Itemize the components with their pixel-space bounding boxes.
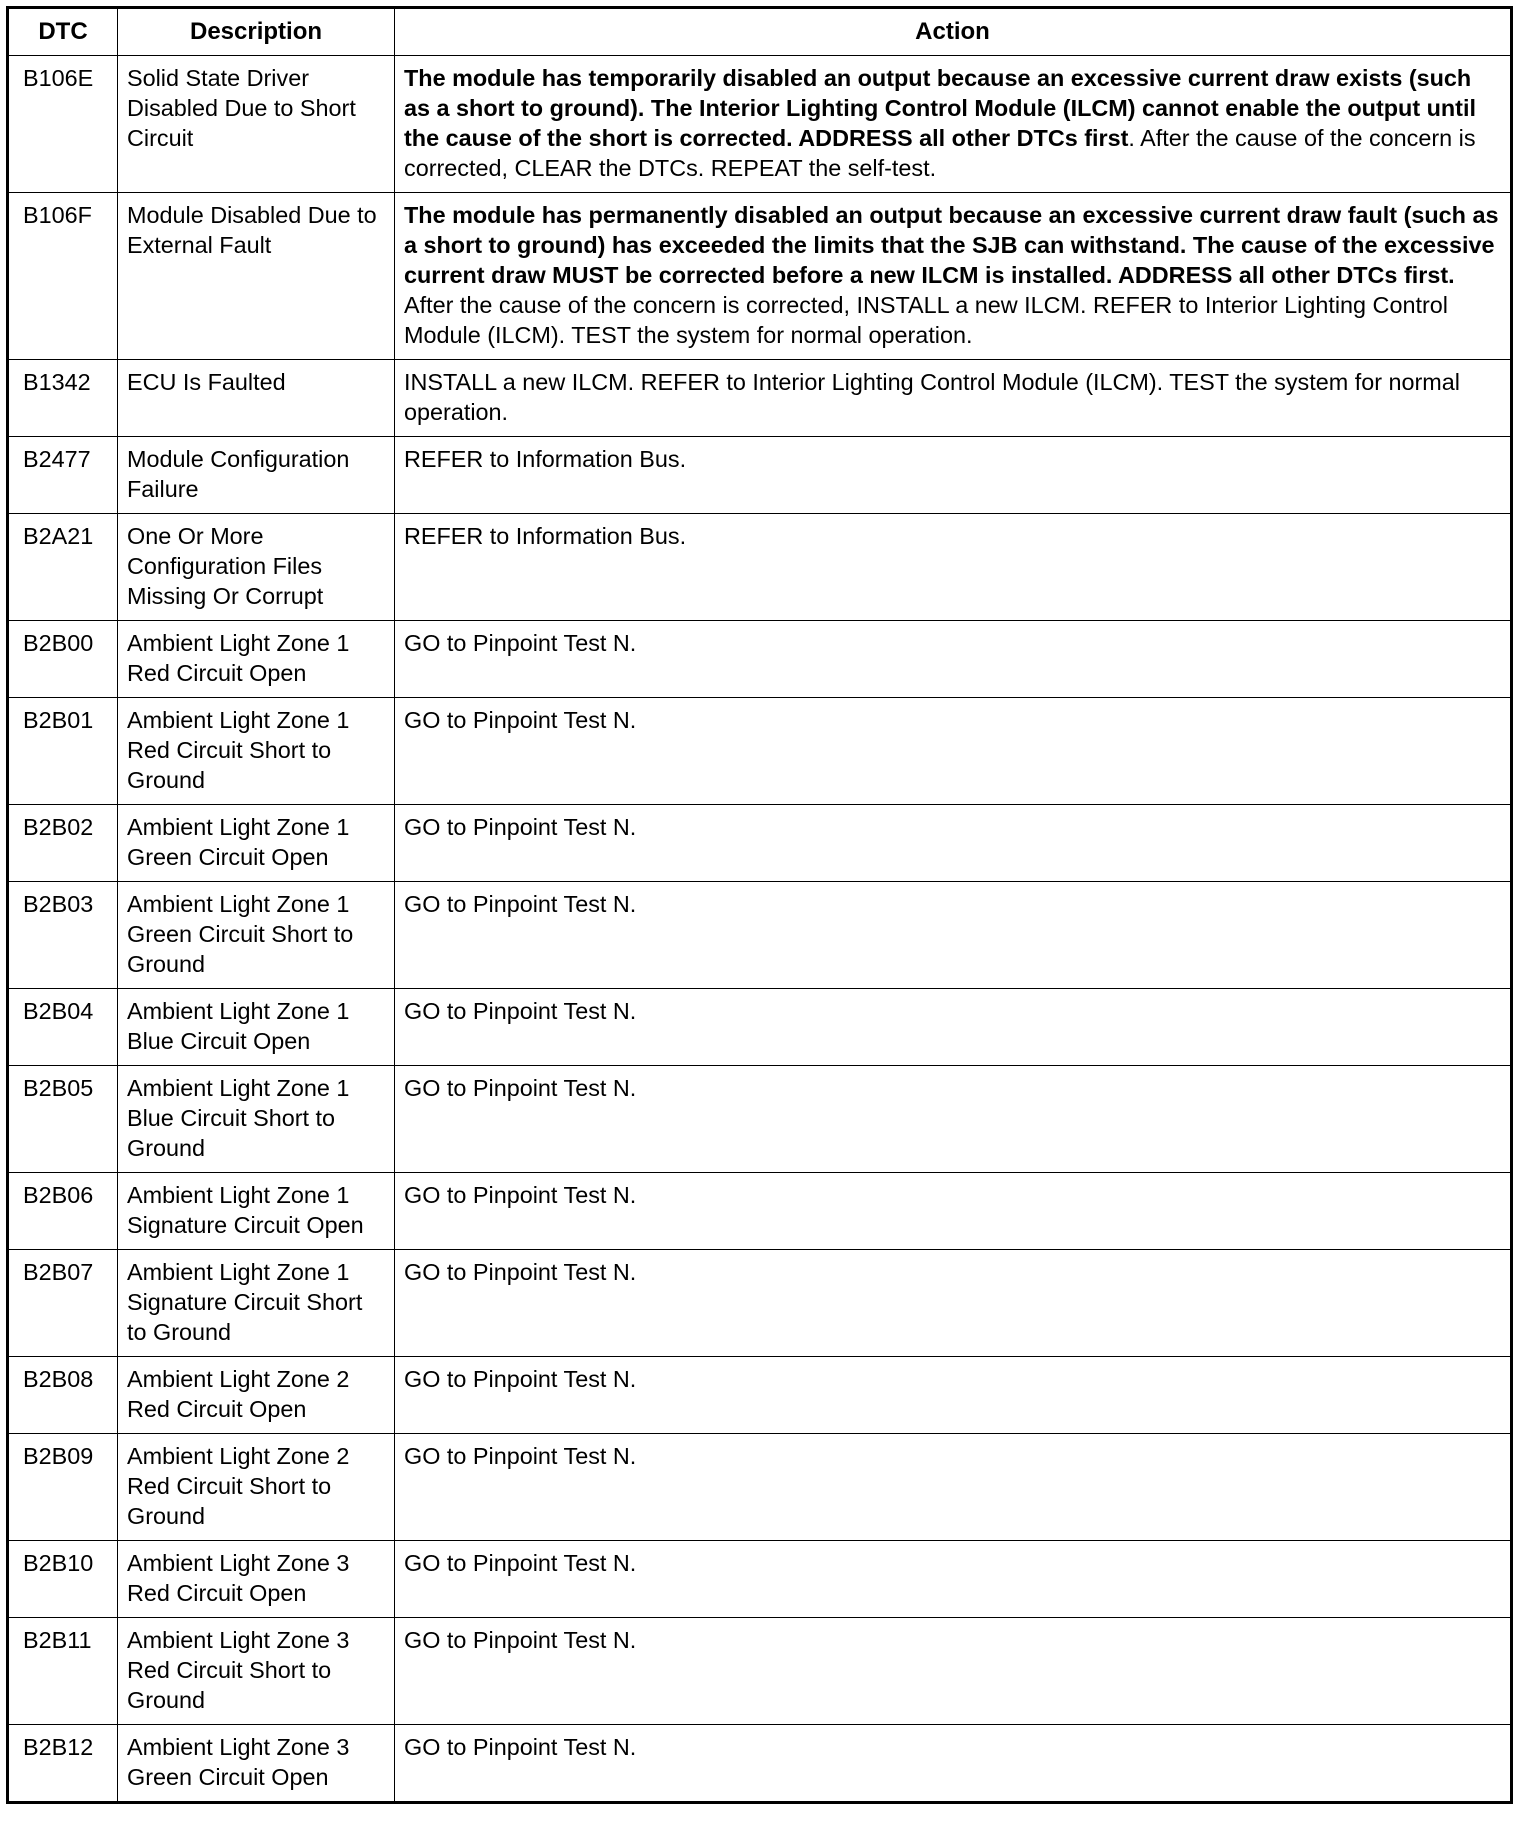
dtc-code: B2B04 (8, 989, 118, 1066)
dtc-code: B2B05 (8, 1066, 118, 1173)
dtc-description: Ambient Light Zone 1 Signature Circuit Open (118, 1173, 395, 1250)
dtc-code: B2B09 (8, 1434, 118, 1541)
dtc-description: Ambient Light Zone 2 Red Circuit Open (118, 1357, 395, 1434)
header-action: Action (395, 8, 1512, 56)
table-row (8, 1173, 1512, 1250)
table-row (8, 193, 1512, 360)
table-row (8, 621, 1512, 698)
dtc-description: Ambient Light Zone 3 Green Circuit Open (118, 1725, 395, 1803)
dtc-action (395, 989, 1512, 1066)
dtc-action (395, 805, 1512, 882)
action-text: GO to Pinpoint Test N. (404, 1443, 637, 1469)
action-text: GO to Pinpoint Test N. (404, 1550, 637, 1576)
dtc-code: B2B03 (8, 882, 118, 989)
table-row (8, 1725, 1512, 1803)
dtc-action (395, 621, 1512, 698)
action-text: REFER to Information Bus. (404, 523, 687, 549)
dtc-action (395, 437, 1512, 514)
dtc-description: Ambient Light Zone 1 Red Circuit Short to Ground (118, 698, 395, 805)
dtc-action (395, 1250, 1512, 1357)
dtc-action (395, 1357, 1512, 1434)
action-text: GO to Pinpoint Test N. (404, 1627, 637, 1653)
dtc-description: One Or More Configuration Files Missing Or Corrupt (118, 514, 395, 621)
action-text: . After the cause of the concern is corrected, CLEAR the DTCs. REPEAT the self-test. (404, 125, 1476, 181)
dtc-code: B1342 (8, 360, 118, 437)
action-text: After the cause of the concern is corrected, INSTALL a new ILCM. REFER to Interior Lighting Control Module (ILCM). TEST the system for normal operation. (404, 292, 1448, 348)
dtc-description: Ambient Light Zone 2 Red Circuit Short to Ground (118, 1434, 395, 1541)
dtc-action (395, 1725, 1512, 1803)
dtc-description: Ambient Light Zone 1 Blue Circuit Open (118, 989, 395, 1066)
dtc-table (6, 6, 1513, 1804)
dtc-code: B2B07 (8, 1250, 118, 1357)
table-row (8, 1434, 1512, 1541)
dtc-code: B2B01 (8, 698, 118, 805)
dtc-action (395, 698, 1512, 805)
dtc-action (395, 1434, 1512, 1541)
table-row (8, 989, 1512, 1066)
dtc-action (395, 882, 1512, 989)
dtc-description: Ambient Light Zone 1 Green Circuit Short to Ground (118, 882, 395, 989)
action-text: GO to Pinpoint Test N. (404, 998, 637, 1024)
dtc-code: B2A21 (8, 514, 118, 621)
action-text: GO to Pinpoint Test N. (404, 707, 637, 733)
dtc-action (395, 56, 1512, 193)
table-row (8, 437, 1512, 514)
dtc-code: B2B00 (8, 621, 118, 698)
table-row (8, 882, 1512, 989)
dtc-description: Ambient Light Zone 1 Signature Circuit Short to Ground (118, 1250, 395, 1357)
table-row (8, 1541, 1512, 1618)
action-text: GO to Pinpoint Test N. (404, 630, 637, 656)
dtc-code: B2B08 (8, 1357, 118, 1434)
dtc-action (395, 1173, 1512, 1250)
dtc-code: B2B06 (8, 1173, 118, 1250)
action-text: GO to Pinpoint Test N. (404, 1734, 637, 1760)
dtc-code: B2B10 (8, 1541, 118, 1618)
dtc-action (395, 1066, 1512, 1173)
table-row (8, 805, 1512, 882)
header-description: Description (118, 8, 395, 56)
dtc-description: Ambient Light Zone 3 Red Circuit Short to Ground (118, 1618, 395, 1725)
table-row (8, 1066, 1512, 1173)
action-text: GO to Pinpoint Test N. (404, 814, 637, 840)
dtc-code: B2B11 (8, 1618, 118, 1725)
table-row (8, 56, 1512, 193)
dtc-action (395, 1541, 1512, 1618)
dtc-description: Ambient Light Zone 1 Red Circuit Open (118, 621, 395, 698)
action-text: GO to Pinpoint Test N. (404, 1259, 637, 1285)
dtc-description: ECU Is Faulted (118, 360, 395, 437)
table-row (8, 1250, 1512, 1357)
table-header-row (8, 8, 1512, 56)
dtc-action (395, 193, 1512, 360)
table-row (8, 1357, 1512, 1434)
action-text: GO to Pinpoint Test N. (404, 891, 637, 917)
table-row (8, 698, 1512, 805)
action-text: INSTALL a new ILCM. REFER to Interior Lighting Control Module (ILCM). TEST the system for normal operation. (404, 369, 1460, 425)
header-dtc: DTC (8, 8, 118, 56)
dtc-description: Solid State Driver Disabled Due to Short Circuit (118, 56, 395, 193)
dtc-code: B2477 (8, 437, 118, 514)
dtc-code: B106E (8, 56, 118, 193)
dtc-description: Ambient Light Zone 1 Green Circuit Open (118, 805, 395, 882)
action-emphasis: The module has temporarily disabled an output because an excessive current draw exists (such as a short to ground). The Interior Lighting Control Module (ILCM) cannot enable the output until the cause of the short is corrected. ADDRESS all other DTCs first (404, 65, 1476, 151)
dtc-action (395, 514, 1512, 621)
table-row (8, 360, 1512, 437)
dtc-code: B2B12 (8, 1725, 118, 1803)
action-text: GO to Pinpoint Test N. (404, 1366, 637, 1392)
dtc-table-container (6, 6, 1513, 1804)
dtc-description: Module Disabled Due to External Fault (118, 193, 395, 360)
action-emphasis: The module has permanently disabled an output because an excessive current draw fault (such as a short to ground) has exceeded the limits that the SJB can withstand. The cause of the excessive current draw MUST be corrected before a new ILCM is installed. ADDRESS all other DTCs first. (404, 202, 1499, 288)
table-row (8, 514, 1512, 621)
table-row (8, 1618, 1512, 1725)
action-text: GO to Pinpoint Test N. (404, 1182, 637, 1208)
dtc-description: Ambient Light Zone 1 Blue Circuit Short to Ground (118, 1066, 395, 1173)
dtc-description: Ambient Light Zone 3 Red Circuit Open (118, 1541, 395, 1618)
dtc-action (395, 360, 1512, 437)
dtc-action (395, 1618, 1512, 1725)
dtc-description: Module Configuration Failure (118, 437, 395, 514)
dtc-code: B106F (8, 193, 118, 360)
dtc-code: B2B02 (8, 805, 118, 882)
table-body (8, 56, 1512, 1803)
action-text: REFER to Information Bus. (404, 446, 687, 472)
action-text: GO to Pinpoint Test N. (404, 1075, 637, 1101)
